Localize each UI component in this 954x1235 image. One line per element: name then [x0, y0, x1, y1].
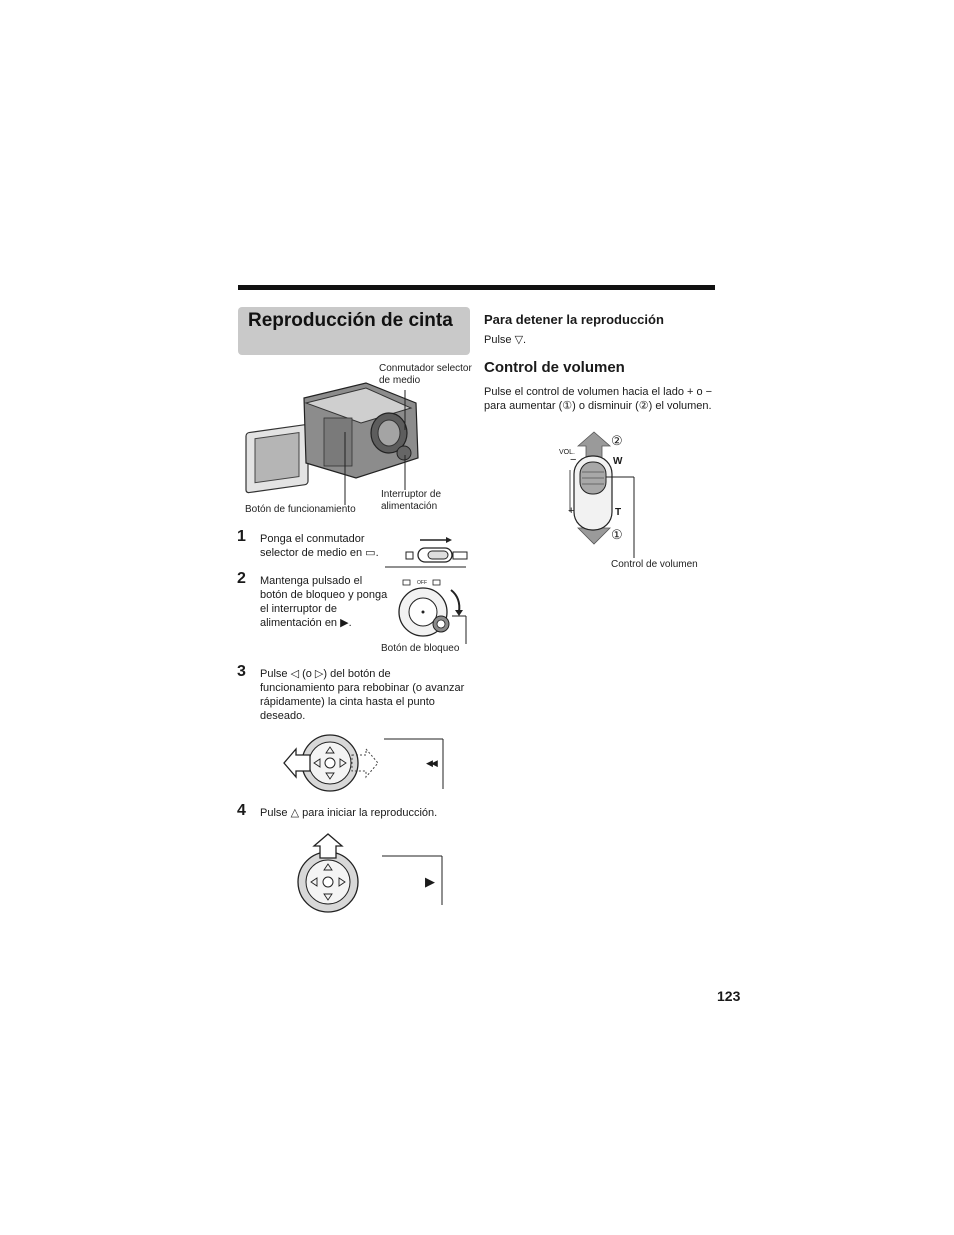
label-power-switch: Interruptor de alimentación: [381, 489, 442, 512]
step-4-number: 4: [237, 802, 246, 819]
label-volume-control: Control de volumen: [611, 559, 698, 570]
media-switch-diagram: [404, 537, 470, 563]
label-operation-button: Botón de funcionamiento: [245, 504, 356, 515]
operation-button-play-diagram: [296, 834, 360, 914]
vol-w-mark: W: [613, 456, 623, 467]
lock-button-leader: [452, 616, 472, 646]
label-media-switch: Conmutador selector de medio: [379, 363, 472, 386]
section-title: Reproducción de cinta: [248, 310, 453, 331]
play-indicator: ▶: [425, 874, 435, 889]
vol-t-mark: T: [615, 507, 622, 518]
vol-minus-mark: −: [570, 454, 577, 466]
rewind-indicator: ◀◀: [426, 758, 436, 768]
vol-down-number: ①: [611, 527, 623, 542]
step-3-number: 3: [237, 663, 246, 680]
vol-mark: VOL.: [559, 449, 575, 456]
step-2-number: 2: [237, 570, 246, 587]
operation-button-rewind-diagram: [282, 733, 382, 793]
step-1-text: Ponga el conmutador selector de medio en ▭.: [260, 533, 379, 559]
page-number: 123: [717, 988, 741, 1004]
step-2-text: Mantenga pulsado el botón de bloqueo y ponga el interruptor de alimentación en ▶.: [260, 575, 388, 629]
step-1-number: 1: [237, 528, 246, 545]
label-lock-button: Botón de bloqueo: [381, 643, 460, 654]
volume-text: Pulse el control de volumen hacia el lado + o − para aumentar (①) o disminuir (②) el volumen.: [484, 386, 713, 412]
vol-up-number: ②: [611, 433, 623, 448]
stop-text: Pulse ▽.: [484, 334, 527, 346]
stop-heading: Para detener la reproducción: [484, 312, 664, 327]
step-4-text: Pulse △ para iniciar la reproducción.: [260, 807, 438, 819]
step-3-text: Pulse ◁ (o ▷) del botón de funcionamiento para rebobinar (o avanzar rápidamente) la cinta hasta el punto deseado.: [260, 668, 465, 722]
dial-off-label: OFF: [417, 580, 427, 586]
volume-heading: Control de volumen: [484, 359, 625, 376]
vol-plus-mark: +: [568, 505, 575, 517]
